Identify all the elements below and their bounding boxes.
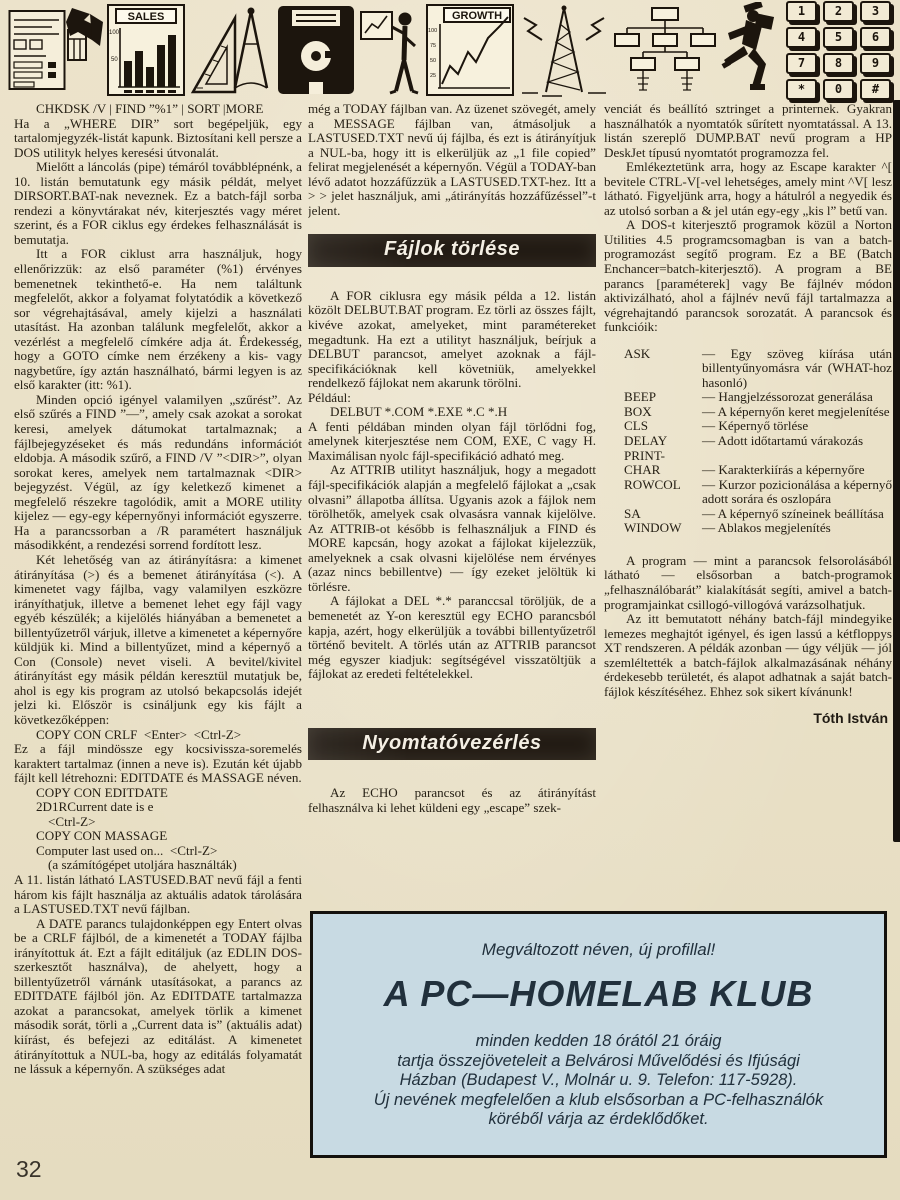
ad-line: köréből várja az érdeklődőket. xyxy=(488,1110,709,1128)
svg-text:50: 50 xyxy=(430,58,437,64)
paragraph: Emlékeztetünk arra, hogy az Escape karakter ^[ bevitele CTRL-V[-vel lehetséges, amely mint ^V[ lesz látható. Figyeljünk arra, hogy a hátulról a negyedik és az utolsó sorban a & jel után egy-egy „kis l” betű van. xyxy=(604,159,892,218)
paragraph: Az ATTRIB utilityt használjuk, hogy a megadott fájl-specifikációk alapján a megfelelő fájlokat a „csak olvasni” állapotba állítsa. Ugyanis azok a fájlok nem törölhetők, amelyek csak olvasásra vannak kijelölve. Az ATTRIB-ot később is felhasználjuk a FIND és MORE kapcsán, hogy azokat a fájlokat kijelezzük, amelyeknek a csak olvasni kijelölése nem érvényes (azaz nincs bebillentve) — így ezeket jelöltük ki törlésre. xyxy=(308,462,596,594)
ad-line: Házban (Budapest V., Molnár u. 9. Telefon: 117-5928). xyxy=(399,1071,798,1089)
command-row xyxy=(624,434,892,449)
keypad-key-label: 8 xyxy=(834,56,843,70)
drafting-tools-icon xyxy=(189,4,273,96)
paragraph: A DATE parancs tulajdonképpen egy Entert olvas be a CRLF fájlból, de a kimenetét a TODAY fájlba irányítottuk át. Ezt a fájlt editáljuk (az EDLIN DOS-szerkesztőt használva), de ahelyett, hogy a billentyűzetről várnánk utasításokat, a parancs az EDITDATE fájlból jön. Az EDITDATE tartalmazza azokat a parancsokat, amelyek törlik a kimenet második sorát, törli a „Current data is” (aktuális adat) kiírást, és befejezi az editálást. A kimenetet átirányítottuk a NUL-ba, hogy az editálás folyamatát ne lássuk a képernyőn. A szükséges adat xyxy=(14,915,302,1077)
command-name: WINDOW xyxy=(624,520,682,536)
keypad-key-label: 2 xyxy=(834,4,843,18)
command-row xyxy=(624,463,892,478)
section-heading xyxy=(308,728,596,761)
paragraph: Minden opció igényel valamilyen „szűrést”. Az első szűrés a FIND ”—”, amely csak azokat a sorokat keresi, amelyek dátumokat tartalmaznak; a fájlbejegyzéseket és más redundáns információt eldobja. A második szűrő, a FIND /V ”<DIR>”, olyan sorokat keres, amelyek nem tartalmaznak <DIR> bejegyzést. Végül, az így keletkező kimenet a megfelelő részekre tagolódik, amit a MORE utility kijelez — egy-egy képernyőnyi információt egyszerre. Ha a parancssorban a /R paramétert használjuk másodikként, a rendezési sorrend fordított lesz. xyxy=(14,391,302,553)
keypad-key xyxy=(823,1,854,22)
paragraph: A FOR ciklusra egy másik példa a 12. listán közölt DELBUT.BAT program. Ez törli az összes fájlt, kivéve azokat, amelyeket, mint paramétereket megadtunk. Ha ezt a utilityt használjuk, beírjuk a DELBUT parancsot, amelyet azoknak a fájl-specifikációknak kell követniük, amelyekkel rendelkező fájlokat nem akarunk törölni. xyxy=(308,287,596,391)
paragraph: Ha a „WHERE DIR” sort begépeljük, egy tartalomjegyzék-listát kapunk. Biztosítani kell persze a DOS utilityk helyes keresési útvonalát. xyxy=(14,115,302,160)
command-description: — Karakterkiírás a képernyőre xyxy=(702,462,865,478)
article-column-3 xyxy=(604,102,892,910)
keypad-key xyxy=(823,27,854,48)
svg-text:25: 25 xyxy=(430,73,437,79)
code-line: (a számítógépet utoljára használták) xyxy=(48,857,237,873)
keypad-key-label: 3 xyxy=(871,4,880,18)
masthead-artwork xyxy=(8,4,892,96)
command-name: ASK xyxy=(624,345,651,361)
paragraph: Itt a FOR ciklust arra használjuk, hogy ellenőrizzük: az első paraméter (%1) érvényes bemenetnek tekinthető-e. Ha nem találtunk megfelelőt, akkor a folyamat folytatódik a következő sor végrehajtásával, amely kijelzi a használati utasítást. Ha azonban találunk megfelelőt, akkor a vezérlést a megfelelő címkére adja át. Érdekesség, hogy a GOTO címke nem érzékeny a kis- vagy nagybetűre, így aztán használható, bármi legyen is az első karakter (itt: %1). xyxy=(14,246,302,393)
code-line: COPY CON MASSAGE xyxy=(36,828,168,844)
keypad-key-label: 0 xyxy=(834,82,843,96)
code-line: <Ctrl-Z> xyxy=(48,813,96,829)
command-table xyxy=(624,347,892,536)
command-description: — Hangjelzéssorozat generálása xyxy=(702,389,873,405)
sales-chart-label: SALES xyxy=(127,11,165,23)
code-line: DELBUT *.COM *.EXE *.C *.H xyxy=(330,404,508,420)
section-heading-label: Fájlok törlése xyxy=(384,238,520,261)
command-row xyxy=(624,347,892,391)
command-row xyxy=(624,478,892,507)
command-row xyxy=(624,521,892,536)
keypad-key xyxy=(786,79,817,100)
section-heading-label: Nyomtatóvezérlés xyxy=(362,731,542,754)
keypad-key xyxy=(823,53,854,74)
svg-text:100: 100 xyxy=(428,28,438,34)
code-line: COPY CON EDITDATE xyxy=(36,784,168,800)
keypad-key xyxy=(786,1,817,22)
page-number: 32 xyxy=(16,1156,42,1182)
svg-text:50: 50 xyxy=(111,57,118,63)
phone-keypad-icon xyxy=(786,1,892,100)
command-name: PRINT- xyxy=(624,447,665,463)
floppy-disk-icon xyxy=(276,4,356,96)
code-line: CHKDSK /V | FIND ”%1” | SORT |MORE xyxy=(36,102,264,116)
running-courier-icon xyxy=(720,2,780,98)
command-description xyxy=(702,449,892,464)
paragraph: Ez a fájl mindössze egy kocsivissza-soremelés karaktert tartalmaz (innen a neve is). Ezután két újabb fájlt kell létrehozni: EDITDATE és MASSAGE néven. xyxy=(14,741,302,786)
presenter-icon xyxy=(359,4,423,96)
club-advertisement xyxy=(310,911,887,1158)
keypad-key xyxy=(860,53,891,74)
keypad-key xyxy=(823,79,854,100)
growth-chart-label: GROWTH xyxy=(452,10,503,22)
paragraph: Például: xyxy=(308,389,351,405)
ad-body xyxy=(313,1032,884,1130)
command-row xyxy=(624,419,892,434)
paragraph: A fenti példában minden olyan fájl törlődni fog, amelynek kiterjesztése nem COM, EXE, C vagy H. Maximálisan nyolc fájl-specifikáció adható meg. xyxy=(308,418,596,463)
paragraph: Két lehetőség van az átirányításra: a kimenet átirányítása (>) és a bemenet átirányítása (<). A kimenetet vagy fájlba, vagy valamilyen eszközre irányíthatjuk, illetve a bemenet lehet egy fájl vagy egyéb készülék; a kijelölés hiányában a bemenetet a billentyűzetről várjuk, illetve a kimenetet a képernyőre küldjük ki. Mind a billentyűzet, mind a képernyő a Con (Console) nevet viseli. A bevitel/kivitel átirányítást egy másik példán keresztül mutatjuk be, ahol is egy kis program az utolsó bekapcsolás idejét jelzi ki. Először is csináljunk egy kis fájlt a következőképpen: xyxy=(14,551,302,727)
ad-tagline: Megváltozott néven, új profillal! xyxy=(481,940,716,959)
keypad-key xyxy=(786,27,817,48)
command-description: — Egy szöveg kiírása után billentyűnyomásra vár (WHAT-hoz hasonló) xyxy=(702,345,892,390)
keypad-key xyxy=(860,1,891,22)
code-line: COPY CON CRLF <Enter> <Ctrl-Z> xyxy=(36,726,242,742)
ad-title: A PC—HOMELAB KLUB xyxy=(383,973,814,1014)
radio-tower-icon xyxy=(518,2,610,98)
command-description: — Ablakos megjelenítés xyxy=(702,520,831,536)
command-name: BOX xyxy=(624,403,652,419)
article-column-2 xyxy=(308,102,596,908)
command-name: SA xyxy=(624,505,641,521)
scan-edge-artifact xyxy=(893,100,900,842)
ad-line: tartja összejöveteleit a Belvárosi Művelődési és Ifjúsági xyxy=(397,1051,800,1070)
author-name: Tóth István xyxy=(813,710,888,727)
svg-text:100: 100 xyxy=(109,30,120,36)
paragraph: Mielőtt a láncolás (pipe) témáról továbblépnénk, a 10. listán bemutatunk egy másik példát, melyet DIRSORT.BAT-nak neveznek. Ez a batch-fájl sorba rendezi a könyvtárakat név, kiterjesztés vagy méret szerint, és a FOR ciklus egy érdekes felhasználását is bemutatja. xyxy=(14,159,302,247)
sales-bar-chart-icon xyxy=(107,4,185,96)
spreadsheet-hand-icon xyxy=(8,6,104,94)
ad-line: minden kedden 18 órától 21 óráig xyxy=(475,1032,722,1050)
keypad-key-label: 5 xyxy=(834,30,843,44)
command-name: CHAR xyxy=(624,462,661,478)
keypad-key-label: 1 xyxy=(797,4,806,18)
svg-text:75: 75 xyxy=(430,43,437,49)
section-heading xyxy=(308,234,596,267)
command-row xyxy=(624,507,892,522)
command-name: DELAY xyxy=(624,433,668,449)
command-description: — Kurzor pozicionálása a képernyő adott sorára és oszlopára xyxy=(702,476,892,507)
keypad-key xyxy=(786,53,817,74)
article-column-1 xyxy=(14,102,302,1158)
keypad-key-label: 6 xyxy=(871,30,880,44)
author-byline xyxy=(604,711,892,726)
runner-keypad-group xyxy=(720,1,892,100)
paragraph: A DOS-t kiterjesztő programok közül a Norton Utilities 4.5 programcsomagban is van a batch-programozást segítő program. Ez a BE (Batch Enchancer=batch-kiterjesztő). A program a BE parancs [paraméterek] vagy Be fájlnév módon aktivizálható, ahol a fájlnév nevű fájl tartalmazza a végrehajtandó parancsok sorozatát. A parancsok és funkcióik: xyxy=(604,217,892,335)
paragraph: A program — mint a parancsok felsorolásából látható — elsősorban a batch-programok „felhasználóbarát” kialakítását segíti, amivel a batch-programjainkat csillogó-villogóvá varázsolhatjuk. xyxy=(604,552,892,612)
keypad-key-label: 4 xyxy=(797,30,806,44)
paragraph: A fájlokat a DEL *.* paranccsal töröljük, de a bemenetét az Y-on keresztül egy ECHO parancsból kapja, azért, hogy elkerüljük a további billentyűzetről történő bevitelt. A törlés után az ATTRIB parancsot még egyszer kiadjuk: segítségével visszatöltjük a fájlokat az eredeti feltételekkel. xyxy=(308,593,596,682)
command-description: — A képernyőn keret megjelenítése xyxy=(702,403,890,419)
command-name: BEEP xyxy=(624,389,657,405)
paragraph: Az itt bemutatott néhány batch-fájl mindegyike lemezes meghajtót igényel, és igen lassú a kétfloppys XT rendszeren. A példák azonban — úgy véljük — jól szemléltették a batch-fájlok alkalmazásának néhány érdekesebb területét, és alapot adhatnak a saját batch-fájlok készítéséhez. Ehhez sok sikert kívánunk! xyxy=(604,611,892,699)
keypad-key xyxy=(860,27,891,48)
growth-chart-icon xyxy=(426,4,514,96)
code-line: 2D1RCurrent date is e xyxy=(36,799,154,815)
command-description: — Képernyő törlése xyxy=(702,418,809,434)
code-line: Computer last used on... <Ctrl-Z> xyxy=(36,842,218,858)
command-description: — Adott időtartamú várakozás xyxy=(702,433,864,449)
command-description: — A képernyő színeinek beállítása xyxy=(702,505,884,521)
keypad-key xyxy=(860,79,891,100)
keypad-key-label: 7 xyxy=(797,56,806,70)
paragraph: venciát és beállító sztringet a printernek. Gyakran használhatók a nyomtatók sűrített nyomtatással. A 13. listán szereplő DUMP.BAT nevű program a HP DeskJet típusú nyomtatót programozza fel. xyxy=(604,102,892,160)
ad-line: Új nevének megfelelően a klub elsősorban a PC-felhasználók xyxy=(373,1090,824,1109)
org-chart-icon xyxy=(613,6,717,94)
command-name: ROWCOL xyxy=(624,476,681,492)
command-row xyxy=(624,405,892,420)
paragraph: még a TODAY fájlban van. Az üzenet szövegét, amely a MESSAGE fájlban van, átmásoljuk a LASTUSED.TXT nevű új fájlba, és ezt is átirányítjuk a NUL-ba, hogy itt is elkerüljük az „1 file copied” felirat megjelenését a képernyőn. Végül a TODAY-ban lévő adatot hozzáfűzzük a LASTUSED.TXT-hez. Itt a > > jelet használjuk, ami „átirányítás hozzáfűzéssel”-t jelent. xyxy=(308,102,596,218)
paragraph: A 11. listán látható LASTUSED.BAT nevű fájl a fenti három kis fájlt használja az aktuális adatok tárolására a LASTUSED.TXT nevű fájlban. xyxy=(14,871,302,917)
command-name: CLS xyxy=(624,418,649,434)
paragraph: Az ECHO parancsot és az átirányítást felhasználva ki lehet küldeni egy „escape” szek- xyxy=(308,785,596,815)
command-row xyxy=(624,390,892,405)
command-row xyxy=(624,449,892,464)
keypad-key-label: * xyxy=(797,82,806,96)
keypad-key-label: # xyxy=(871,82,880,96)
keypad-key-label: 9 xyxy=(871,56,880,70)
